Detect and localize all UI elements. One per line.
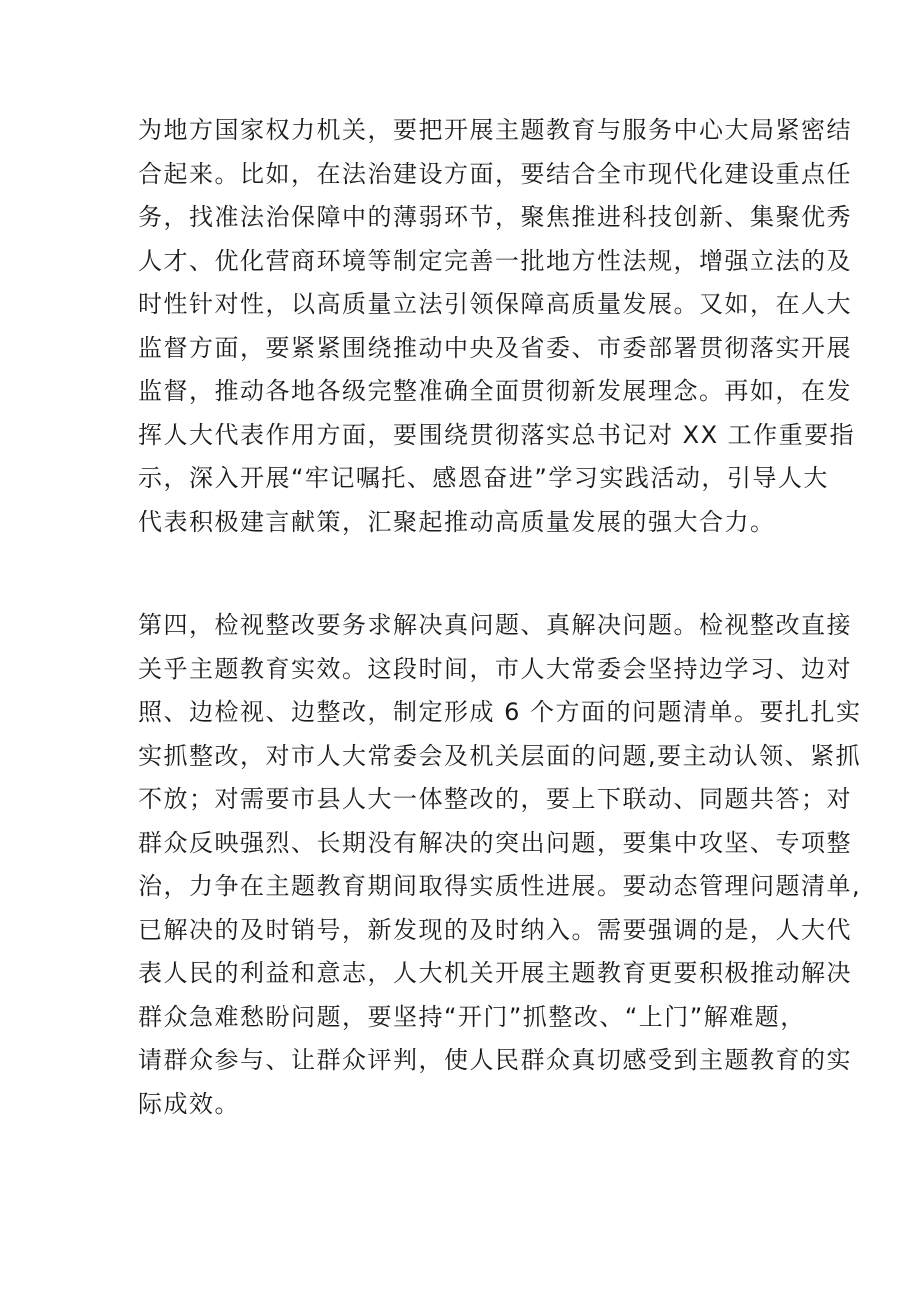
paragraph-2-line: 际成效。 <box>138 1089 240 1118</box>
paragraph-2-line: 治，力争在主题教育期间取得实质性进展。要动态管理问题清单, <box>138 872 862 900</box>
paragraph-2-line: 不放；对需要市县人大一体整改的，要上下联动、同题共答；对 <box>138 785 852 813</box>
paragraph-1-line: 务，找准法治保障中的薄弱环节，聚焦推进科技创新、集聚优秀 <box>138 203 852 231</box>
paragraph-1-line: 时性针对性，以高质量立法引领保障高质量发展。又如，在人大 <box>138 290 852 318</box>
paragraph-2-line: 请群众参与、让群众评判，使人民群众真切感受到主题教育的实 <box>138 1046 852 1074</box>
paragraph-2-line: 群众急难愁盼问题，要坚持“开门”抓整改、“上门”解难题， <box>138 1002 806 1031</box>
paragraph-2-line: 已解决的及时销号，新发现的及时纳入。需要强调的是，人大代 <box>138 915 852 944</box>
paragraph-2-line: 第四，检视整改要务求解决真问题、真解决问题。检视整改直接 <box>138 611 852 639</box>
paragraph-1-line: 监督方面，要紧紧围绕推动中央及省委、市委部署贯彻落实开展 <box>138 333 852 362</box>
paragraph-2-line: 关乎主题教育实效。这段时间，市人大常委会坚持边学习、边对 <box>138 654 852 683</box>
paragraph-1-line: 合起来。比如，在法治建设方面，要结合全市现代化建设重点任 <box>138 159 852 188</box>
paragraph-1-line: 示，深入开展“牢记嘱托、感恩奋进”学习实践活动，引导人大 <box>138 464 829 492</box>
paragraph-2-line: 实抓整改，对市人大常委会及机关层面的问题,要主动认领、紧抓 <box>138 741 862 770</box>
paragraph-1-line: 监督，推动各地各级完整准确全面贯彻新发展理念。再如，在发 <box>138 377 852 405</box>
paragraph-2-line: 群众反映强烈、长期没有解决的突出问题，要集中攻坚、专项整 <box>138 828 852 857</box>
paragraph-2-line: 照、边检视、边整改，制定形成 6 个方面的问题清单。要扎扎实 <box>138 698 862 726</box>
paragraph-2-line: 表人民的利益和意志，人大机关开展主题教育更要积极推动解决 <box>138 959 852 987</box>
paragraph-1-line: 代表积极建言献策，汇聚起推动高质量发展的强大合力。 <box>138 507 776 536</box>
paragraph-1-line: 为地方国家权力机关，要把开展主题教育与服务中心大局紧密结 <box>138 116 852 144</box>
paragraph-1-line: 挥人大代表作用方面，要围绕贯彻落实总书记对 XX 工作重要指 <box>138 420 856 449</box>
paragraph-1-line: 人才、优化营商环境等制定完善一批地方性法规，增强立法的及 <box>138 246 852 275</box>
